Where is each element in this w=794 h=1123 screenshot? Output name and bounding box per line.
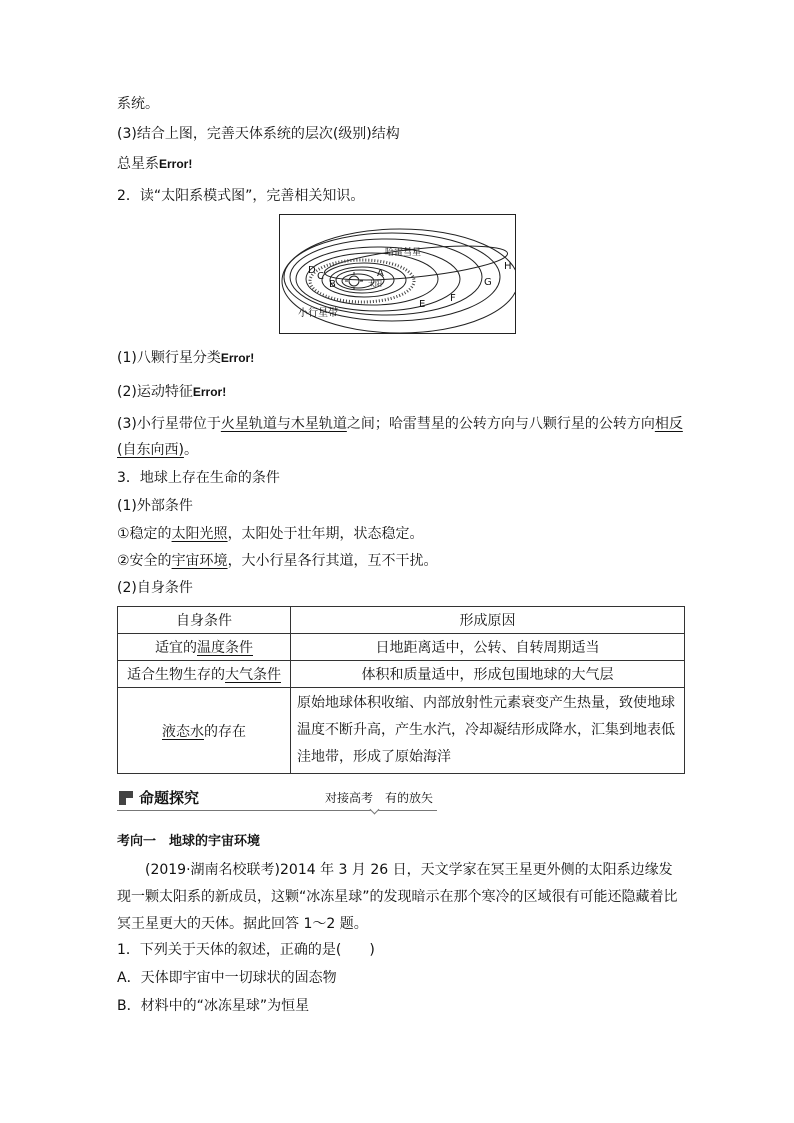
planet-label-a: A — [377, 268, 384, 279]
planet-label-f: F — [450, 293, 456, 304]
topic-heading: 考向一 地球的宇宙环境 — [117, 834, 261, 849]
table-header-row — [118, 607, 685, 634]
solar-system-figure — [279, 214, 516, 334]
intro-line-3-text: 总星系 — [117, 156, 159, 172]
table-cell-reason: 日地距离适中，公转、自转周期适当 — [291, 634, 685, 661]
table-cell-condition — [118, 661, 291, 688]
q2-item-3-line-2 — [117, 440, 198, 460]
answer-underline: 火星轨道与木星轨道 — [220, 416, 347, 432]
intro-line-3 — [117, 154, 192, 174]
section-square-icon — [119, 791, 133, 805]
external-condition-2 — [117, 551, 438, 571]
intro-line-1: 系统。 — [117, 96, 159, 112]
condition-text: ②安全的 — [117, 553, 172, 569]
condition-text: ，大小行星各行其道，互不干扰。 — [227, 553, 438, 569]
table-cell-condition — [118, 634, 291, 661]
error-field: Error! — [220, 351, 255, 365]
external-conditions-title: (1)外部条件 — [117, 498, 193, 514]
topic-passage: (2019·湖南名校联考)2014 年 3 月 26 日，天文学家在冥王星更外侧的太阳系边缘发现一颗太阳系的新成员，这颗“冰冻星球”的发现暗示在那个寒冷的区域很有可能还隐藏着比冥王星更大的天体。据此回答 1～2 题。 — [117, 862, 678, 932]
error-field: Error! — [159, 157, 193, 171]
intro-line-2: (3)结合上图，完善天体系统的层次(级别)结构 — [117, 126, 400, 142]
cell-text: 适宜的 — [155, 640, 197, 656]
planet-label-e: E — [419, 299, 426, 310]
section-header — [117, 788, 437, 812]
q2-title: 2．读“太阳系模式图”，完善相关知识。 — [117, 188, 365, 204]
planet-label-h: H — [504, 261, 512, 272]
table-row — [118, 661, 685, 688]
planet-label-g: G — [484, 277, 492, 288]
q2-item-3-text: (3)小行星带位于 — [117, 416, 221, 432]
condition-text: ①稳定的 — [117, 526, 172, 542]
error-field: Error! — [192, 385, 227, 399]
section-title: 命题探究 — [139, 789, 200, 807]
cell-text: 适合生物生存的 — [127, 667, 225, 683]
planet-label-c: C — [317, 271, 324, 282]
conditions-table — [117, 606, 685, 774]
q2-item-1-text: (1)八颗行星分类 — [117, 350, 221, 366]
table-header-cell: 形成原因 — [291, 607, 685, 634]
table-row — [118, 688, 685, 774]
external-condition-1 — [117, 524, 424, 544]
answer-underline: 太阳光照 — [171, 526, 228, 542]
q2-item-3-text: 。 — [183, 442, 198, 458]
table-header-cell: 自身条件 — [118, 607, 291, 634]
q2-item-2 — [117, 382, 226, 402]
asteroid-belt-label: 小行星带 — [298, 308, 338, 319]
q2-item-3-line-1 — [117, 414, 683, 434]
planet-label-b: B — [329, 279, 336, 290]
cell-text: 的存在 — [204, 723, 246, 740]
q3-title: 3．地球上存在生命的条件 — [117, 470, 280, 486]
internal-conditions-title: (2)自身条件 — [117, 580, 193, 596]
answer-underline: 相反 — [654, 416, 683, 432]
section-rule — [117, 810, 437, 811]
answer-underline: 大气条件 — [225, 667, 281, 683]
sun-label: 太阳 — [368, 280, 382, 288]
table-row — [118, 634, 685, 661]
answer-underline: 液态水 — [162, 723, 204, 740]
planet-label-d: D — [308, 265, 316, 276]
answer-underline: 宇宙环境 — [171, 553, 228, 569]
q2-item-3-text: 之间；哈雷彗星的公转方向与八颗行星的公转方向 — [346, 416, 655, 432]
table-cell-reason: 体积和质量适中，形成包围地球的大气层 — [291, 661, 685, 688]
q2-item-2-text: (2)运动特征 — [117, 384, 193, 400]
option-b: B．材料中的“冰冻星球”为恒星 — [117, 998, 310, 1014]
question-1: 1．下列关于天体的叙述，正确的是( ) — [117, 942, 375, 958]
section-subtitle: 对接高考 有的放矢 — [325, 791, 434, 805]
comet-label: 哈雷彗星 — [385, 248, 422, 258]
answer-underline: 温度条件 — [197, 640, 253, 656]
q2-item-1 — [117, 348, 254, 368]
table-cell-condition — [118, 688, 291, 774]
condition-text: ，太阳处于壮年期，状态稳定。 — [227, 526, 424, 542]
option-a: A．天体即宇宙中一切球状的固态物 — [117, 970, 337, 986]
answer-underline: (自东向西) — [117, 442, 184, 458]
table-cell-reason: 原始地球体积收缩、内部放射性元素衰变产生热量，致使地球温度不断升高，产生水汽，冷却凝结形成降水，汇集到地表低洼地带，形成了原始海洋 — [291, 688, 685, 774]
